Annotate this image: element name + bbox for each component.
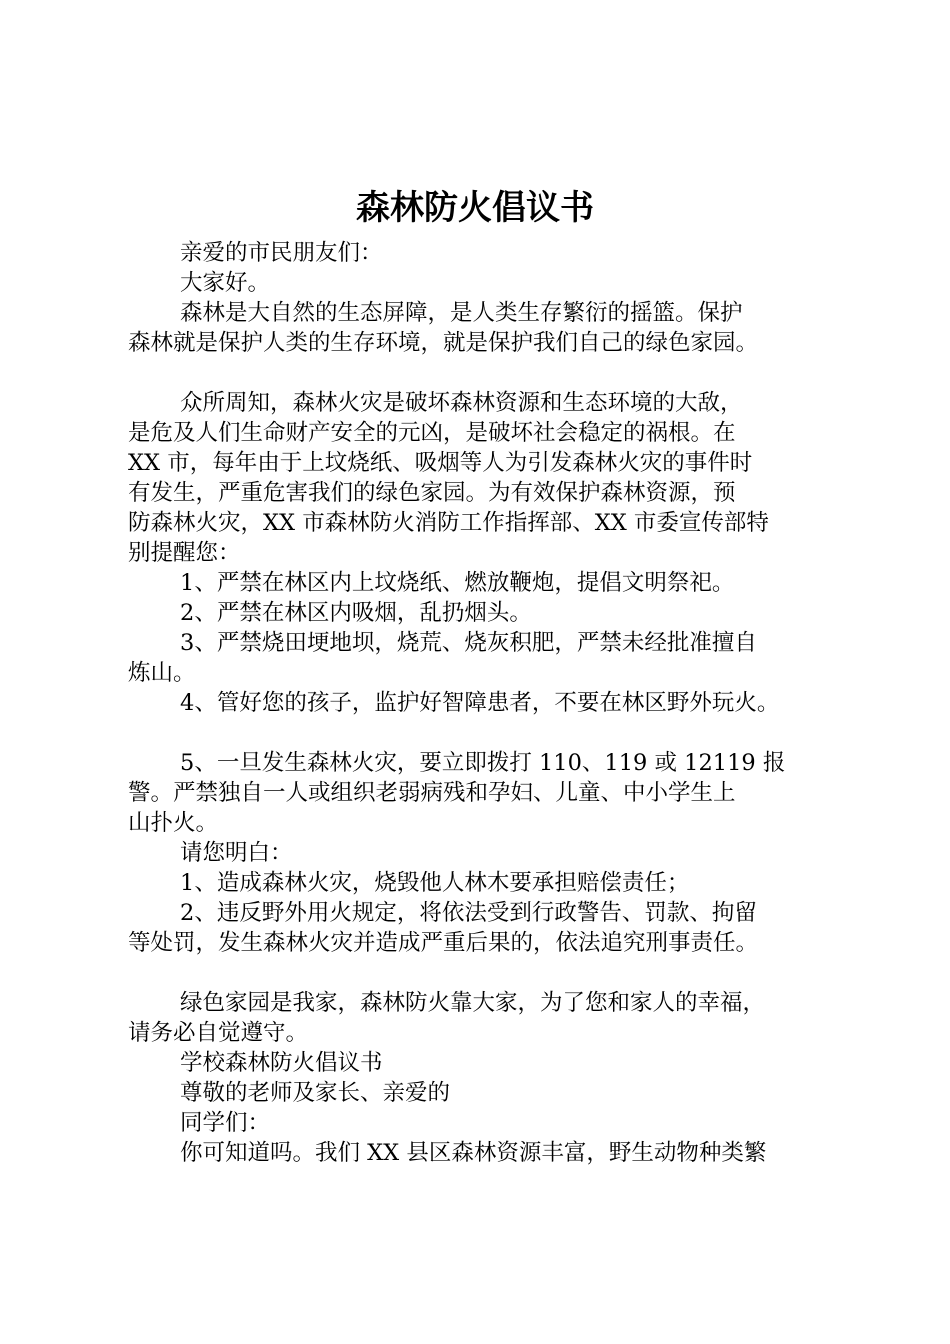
list-item-continuation: 炼山。: [128, 660, 196, 686]
paragraph-line: 别提醒您：: [128, 540, 241, 566]
salutation-line: 亲爱的市民朋友们：: [180, 240, 383, 266]
paragraph-line: 是危及人们生命财产安全的元凶，是破坏社会稳定的祸根。在: [128, 420, 736, 446]
list-item-continuation: 警。严禁独自一人或组织老弱病残和孕妇、儿童、中小学生上: [128, 780, 736, 806]
paragraph-gap: [128, 958, 858, 988]
list-item: 4、管好您的孩子，监护好智障患者，不要在林区野外玩火。: [180, 690, 780, 716]
list-item: 2、违反野外用火规定，将依法受到行政警告、罚款、拘留: [180, 900, 757, 926]
paragraph-line: 你可知道吗。我们 XX 县区森林资源丰富，野生动物种类繁: [180, 1140, 767, 1166]
list-item-continuation: 山扑火。: [128, 810, 219, 836]
greeting-line: 大家好。: [180, 270, 271, 296]
paragraph-gap: [128, 358, 858, 388]
subtitle-line: 学校森林防火倡议书: [180, 1050, 383, 1076]
document-title: 森林防火倡议书: [356, 188, 594, 228]
paragraph-line: 防森林火灾，XX 市森林防火消防工作指挥部、XX 市委宣传部特: [128, 510, 769, 536]
paragraph-line: 森林就是保护人类的生存环境，就是保护我们自己的绿色家园。: [128, 330, 759, 356]
notice-heading: 请您明白：: [180, 840, 293, 866]
list-item-continuation: 等处罚，发生森林火灾并造成严重后果的，依法追究刑事责任。: [128, 930, 759, 956]
list-item: 1、严禁在林区内上坟烧纸、燃放鞭炮，提倡文明祭祀。: [180, 570, 735, 596]
salutation-line: 尊敬的老师及家长、亲爱的: [180, 1080, 451, 1106]
paragraph-line: 森林是大自然的生态屏障，是人类生存繁衍的摇篮。保护: [180, 300, 743, 326]
document-body: [128, 238, 858, 1168]
list-item: 5、一旦发生森林火灾，要立即拨打 110、119 或 12119 报: [180, 750, 786, 776]
list-item: 1、造成森林火灾，烧毁他人林木要承担赔偿责任；: [180, 870, 690, 896]
paragraph-gap: [128, 718, 858, 748]
paragraph-line: 绿色家园是我家，森林防火靠大家，为了您和家人的幸福，: [180, 990, 766, 1016]
paragraph-line: 请务必自觉遵守。: [128, 1020, 309, 1046]
salutation-line: 同学们：: [180, 1110, 271, 1136]
list-item: 2、严禁在林区内吸烟，乱扔烟头。: [180, 600, 532, 626]
paragraph-line: 有发生，严重危害我们的绿色家园。为有效保护森林资源，预: [128, 480, 736, 506]
paragraph-line: 众所周知，森林火灾是破坏森林资源和生态环境的大敌，: [180, 390, 743, 416]
list-item: 3、严禁烧田埂地坝，烧荒、烧灰积肥，严禁未经批准擅自: [180, 630, 757, 656]
paragraph-line: XX 市，每年由于上坟烧纸、吸烟等人为引发森林火灾的事件时: [128, 450, 753, 476]
